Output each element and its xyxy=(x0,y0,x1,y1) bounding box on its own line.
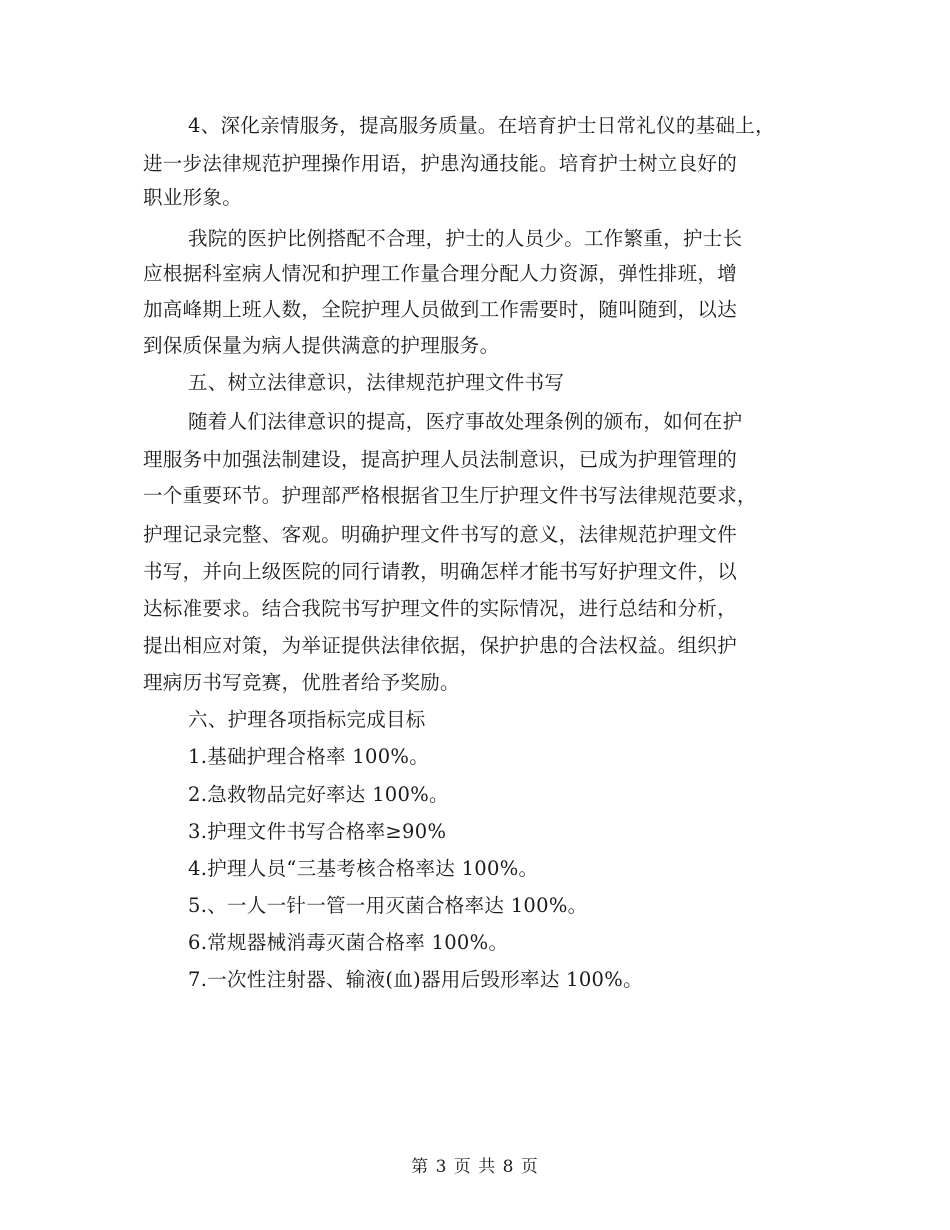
list-item: 1.基础护理合格率 100%。 xyxy=(188,745,430,768)
paragraph-line: 职业形象。 xyxy=(143,186,243,209)
list-item: 6.常规器械消毒灭菌合格率 100%。 xyxy=(188,931,509,954)
list-item: 7.一次性注射器、输液(血)器用后毁形率达 100%。 xyxy=(188,968,643,991)
paragraph-line: 一个重要环节。护理部严格根据省卫生厅护理文件书写法律规范要求， xyxy=(143,484,757,507)
paragraph-line: 理病历书写竞赛，优胜者给予奖励。 xyxy=(143,671,460,694)
paragraph-line: 加高峰期上班人数，全院护理人员做到工作需要时，随叫随到，以达 xyxy=(143,298,738,321)
paragraph-line: 护理记录完整、客观。明确护理文件书写的意义，法律规范护理文件 xyxy=(143,523,738,546)
paragraph-line: 进一步法律规范护理操作用语，护患沟通技能。培育护士树立良好的 xyxy=(143,152,738,175)
paragraph-line: 达标准要求。结合我院书写护理文件的实际情况，进行总结和分析， xyxy=(143,597,738,620)
list-item: 4.护理人员“三基考核合格率达 100%。 xyxy=(188,857,539,880)
section-heading: 六、护理各项指标完成目标 xyxy=(188,708,426,731)
paragraph-line: 理服务中加强法制建设，提高护理人员法制意识，已成为护理管理的 xyxy=(143,448,738,471)
page-number-footer: 第 3 页 共 8 页 xyxy=(411,1157,539,1177)
list-item: 2.急救物品完好率达 100%。 xyxy=(188,783,449,806)
section-heading: 五、树立法律意识，法律规范护理文件书写 xyxy=(188,371,565,394)
list-item: 3.护理文件书写合格率≥90% xyxy=(188,820,447,843)
paragraph-line: 4、深化亲情服务，提高服务质量。在培育护士日常礼仪的基础上， xyxy=(188,114,775,137)
list-item: 5.、一人一针一管一用灭菌合格率达 100%。 xyxy=(188,894,588,917)
paragraph-line: 提出相应对策，为举证提供法律依据，保护护患的合法权益。组织护 xyxy=(143,634,738,657)
paragraph-line: 书写，并向上级医院的同行请教，明确怎样才能书写好护理文件，以 xyxy=(143,560,738,583)
paragraph-line: 我院的医护比例搭配不合理，护士的人员少。工作繁重，护士长 xyxy=(188,227,743,250)
paragraph-line: 随着人们法律意识的提高，医疗事故处理条例的颁布，如何在护 xyxy=(188,410,743,433)
paragraph-line: 到保质保量为病人提供满意的护理服务。 xyxy=(143,334,500,357)
paragraph-line: 应根据科室病人情况和护理工作量合理分配人力资源，弹性排班，增 xyxy=(143,262,738,285)
